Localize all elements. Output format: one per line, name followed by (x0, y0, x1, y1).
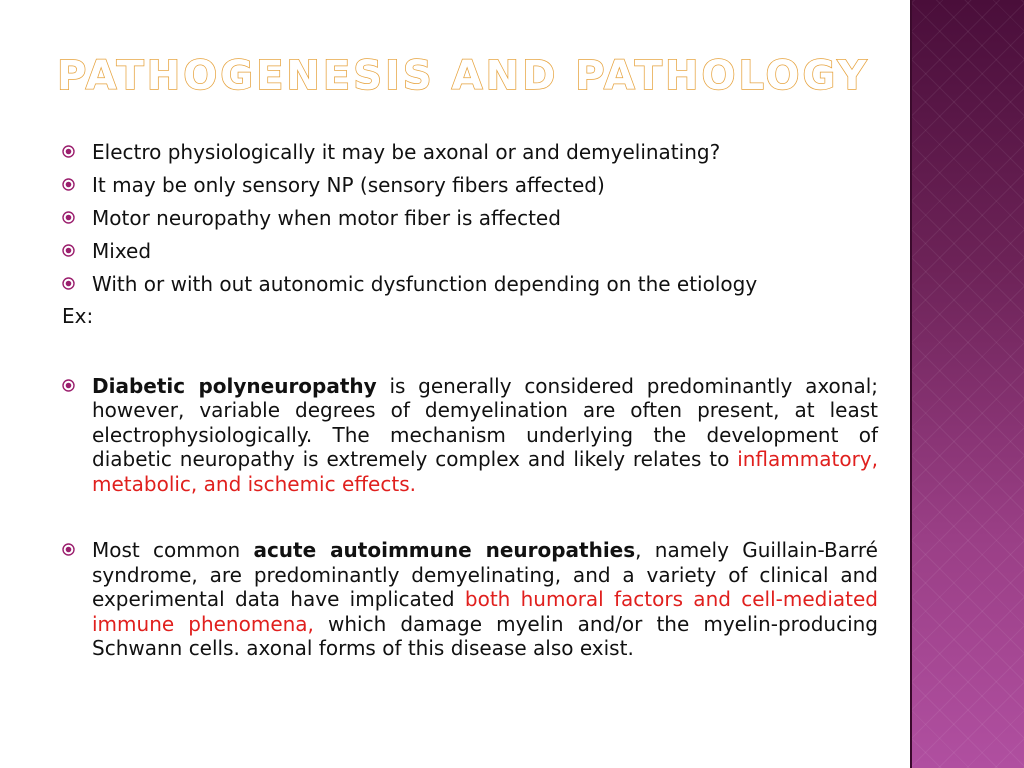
circled-dot-bullet-icon (62, 244, 75, 257)
paragraph-text: is generally considered predominantly axonal; however, variable degrees of demyelination are often present, at least electrophysiologically. The mechanism underlying the development of diabetic neuropathy is extremely complex and likely relates to (92, 373, 879, 471)
term-diabetic-polyneuropathy: Diabetic polyneuropathy (92, 373, 377, 398)
circled-dot-bullet-icon (62, 211, 75, 224)
paragraph-tail-text: which damage myelin and/or the myelin-producing Schwann cells. axonal forms of this disease also exist. (92, 611, 879, 660)
slide-content (62, 140, 878, 661)
slide-title: PATHOGENESIS AND PATHOLOGY (57, 53, 870, 99)
highlight-text: inflammatory, metabolic, and ischemic effects. (92, 447, 878, 496)
circled-dot-bullet-icon (62, 277, 75, 290)
paragraph-text: , namely Guillain-Barré syndrome, are predominantly demyelinating, and a variety of clinical and experimental data have implicated (92, 538, 878, 611)
bullet-item (62, 140, 878, 165)
circled-dot-bullet-icon (62, 379, 75, 392)
highlight-text: both humoral factors and cell-mediated immune phenomena, (92, 587, 878, 636)
example-label: Ex: (62, 304, 94, 328)
circled-dot-bullet-icon (62, 145, 75, 158)
term-acute-autoimmune-neuropathies: acute autoimmune neuropathies (253, 538, 636, 562)
bullet-item (62, 173, 878, 198)
bullet-item (62, 272, 878, 297)
paragraph-guillain-barre (62, 538, 878, 661)
bullet-text: Mixed (92, 239, 152, 263)
circled-dot-bullet-icon (62, 543, 75, 556)
paragraph-diabetic (62, 374, 878, 497)
bullet-text: With or with out autonomic dysfunction depending on the etiology (92, 272, 758, 296)
bullet-text: Electro physiologically it may be axonal or and demyelinating? (92, 140, 721, 164)
bullet-text: Motor neuropathy when motor fiber is affected (92, 206, 561, 230)
decorative-side-band (912, 0, 1024, 768)
bullet-text: It may be only sensory NP (sensory fibers affected) (92, 173, 605, 197)
bullet-item (62, 239, 878, 264)
paragraph-lead-text: Most common (92, 538, 254, 562)
circled-dot-bullet-icon (62, 178, 75, 191)
bullet-item (62, 206, 878, 231)
